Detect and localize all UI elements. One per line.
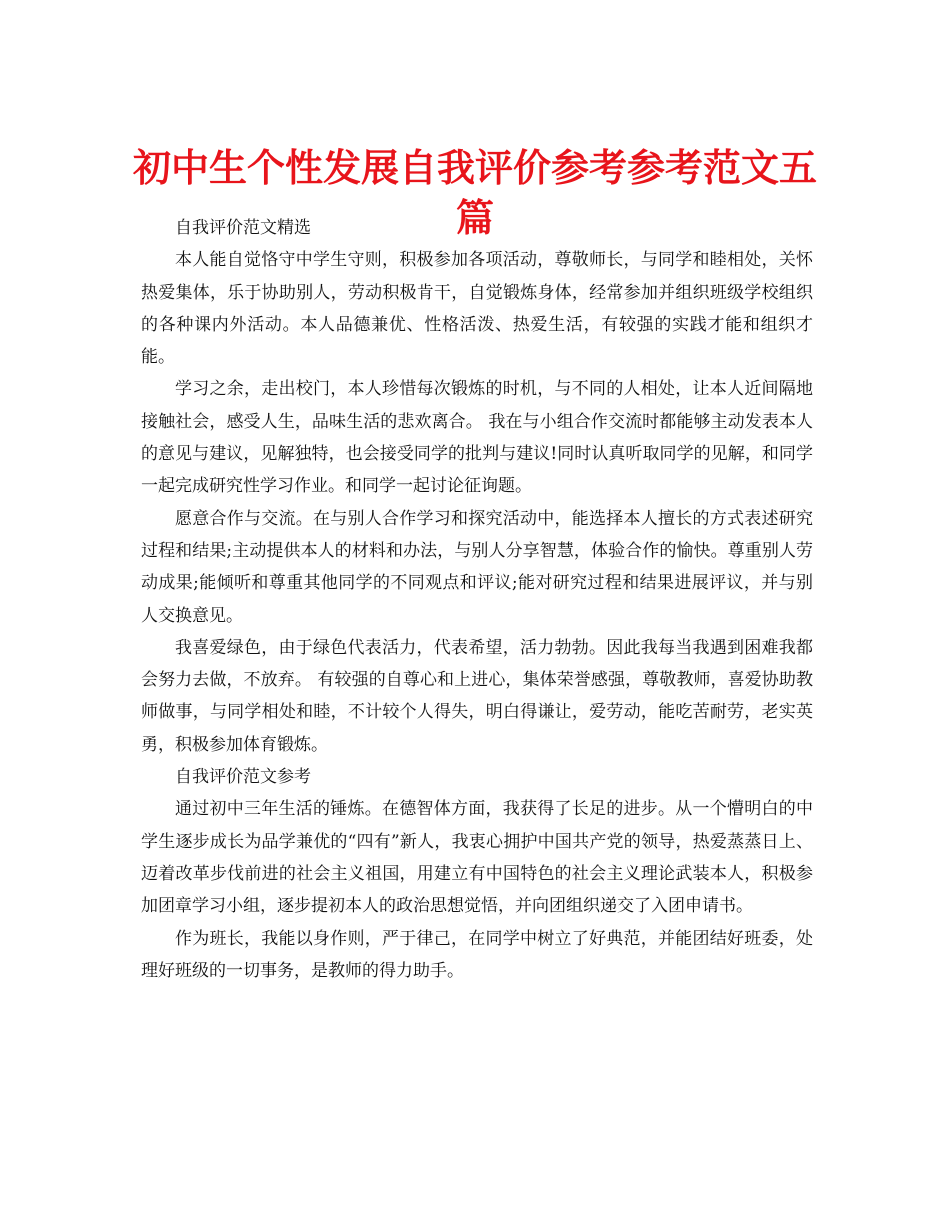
section-heading: 自我评价范文精选	[175, 218, 311, 238]
body-paragraph: 我喜爱绿色，由于绿色代表活力，代表希望，活力勃勃。因此我每当我遇到困难我都会努力去做，不放弃。 有较强的自尊心和上进心，集体荣誉感强，尊敬教师，喜爱协助教师做事，与同学相处和睦，不计较个人得失，明白得谦让，爱劳动，能吃苦耐劳，老实英勇，积极参加体育锻炼。	[141, 637, 813, 755]
document-body	[141, 212, 813, 987]
body-paragraph: 学习之余，走出校门，本人珍惜每次锻炼的时机，与不同的人相处，让本人近间隔地接触社会，感受人生，品味生活的悲欢离合。 我在与小组合作交流时都能够主动发表本人的意见与建议，见解独特，也会接受同学的批判与建议!同时认真听取同学的见解，和同学一起完成研究性学习作业。和同学一起讨论征询题。	[141, 379, 813, 497]
document-title: 初中生个性发展自我评价参考参考范文五篇	[132, 146, 817, 241]
section-heading: 自我评价范文参考	[175, 767, 311, 788]
body-paragraph: 本人能自觉恪守中学生守则，积极参加各项活动，尊敬师长，与同学和睦相处，关怀热爱集体，乐于协助别人，劳动积极肯干，自觉锻炼身体，经常参加并组织班级学校组织的各种课内外活动。本人品德兼优、性格活泼、热爱生活，有较强的实践才能和组织才能。	[141, 250, 813, 368]
body-paragraph: 愿意合作与交流。在与别人合作学习和探究活动中，能选择本人擅长的方式表述研究过程和结果;主动提供本人的材料和办法，与别人分享智慧，体验合作的愉快。尊重别人劳动成果;能倾听和尊重其他同学的不同观点和评议;能对研究过程和结果进展评议，并与别人交换意见。	[141, 508, 813, 626]
body-paragraph: 作为班长，我能以身作则，严于律己，在同学中树立了好典范，并能团结好班委，处理好班级的一切事务，是教师的得力助手。	[141, 928, 813, 981]
body-paragraph: 通过初中三年生活的锤炼。在德智体方面，我获得了长足的进步。从一个懵明白的中学生逐步成长为品学兼优的“四有”新人，我衷心拥护中国共产党的领导，热爱蒸蒸日上、迈着改革步伐前进的社会主义祖国，用建立有中国特色的社会主义理论武装本人，积极参加团章学习小组，逐步提初本人的政治思想觉悟，并向团组织递交了入团申请书。	[141, 799, 813, 917]
